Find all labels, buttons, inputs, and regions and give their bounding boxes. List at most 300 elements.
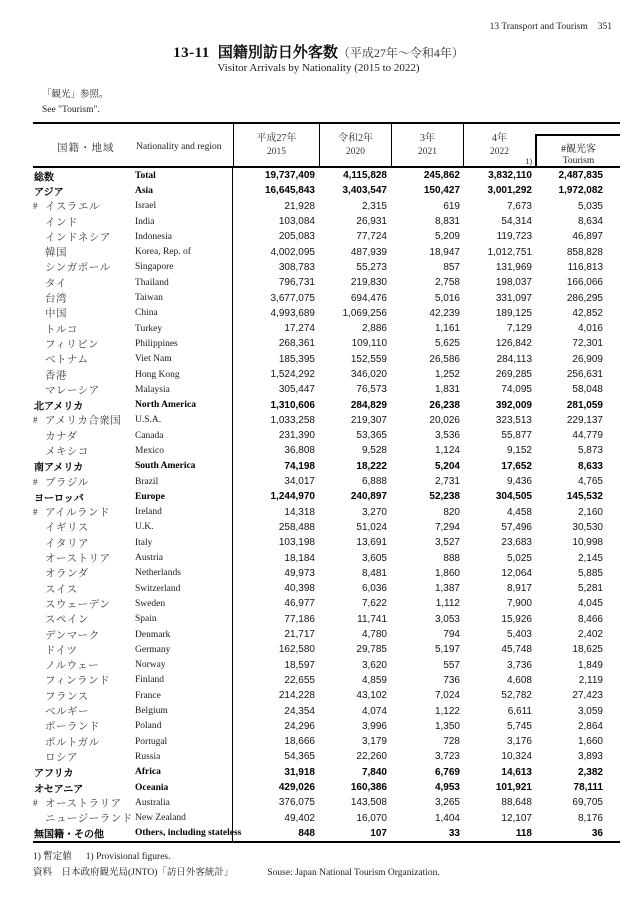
row-name-cell <box>33 734 233 749</box>
cell-2020: 143,508 <box>350 797 387 809</box>
cell-2015: 205,083 <box>278 231 315 243</box>
row-name-jp: スウェーデン <box>45 599 111 611</box>
cell-2022: 3,001,292 <box>487 185 532 197</box>
row-name-en: Total <box>135 170 156 181</box>
row-name-cell <box>33 688 233 703</box>
row-name-jp: フィリピン <box>45 339 100 351</box>
row-name-en: Canada <box>135 430 164 441</box>
cell-tourism: 2,145 <box>577 552 603 564</box>
cell-2021: 820 <box>443 506 460 518</box>
cell-2021: 1,860 <box>434 567 460 579</box>
cell-2015: 3,677,075 <box>270 292 315 304</box>
cell-2015: 1,244,970 <box>270 491 315 503</box>
table-row <box>33 780 620 795</box>
cell-tourism: 46,897 <box>572 231 603 243</box>
cell-2020: 160,386 <box>350 782 387 794</box>
cell-2022: 15,926 <box>501 613 532 625</box>
cell-2015: 18,597 <box>284 659 315 671</box>
table-row <box>33 734 620 749</box>
cell-2020: 53,365 <box>356 430 387 442</box>
row-name-en: Taiwan <box>135 293 163 304</box>
cell-2022: 52,782 <box>501 690 532 702</box>
row-name-cell <box>33 459 233 474</box>
cell-2021: 794 <box>443 629 460 641</box>
cell-2020: 284,829 <box>350 399 387 411</box>
table-row <box>33 765 620 780</box>
reference-note-jp: 「観光」参照。 <box>42 90 109 100</box>
cell-2015: 31,918 <box>284 766 315 778</box>
cell-2022: 7,900 <box>506 598 532 610</box>
cell-2020: 1,069,256 <box>342 307 387 319</box>
row-name-en: Viet Nam <box>135 354 172 365</box>
cell-2015: 848 <box>298 827 315 839</box>
cell-2022: 14,613 <box>501 766 532 778</box>
cell-2021: 1,350 <box>434 720 460 732</box>
cell-2020: 3,620 <box>361 659 387 671</box>
cell-tourism: 858,828 <box>566 246 603 258</box>
cell-2022: 3,736 <box>506 659 532 671</box>
cell-2021: 7,294 <box>434 521 460 533</box>
row-name-jp: ヨーロッパ <box>34 493 84 505</box>
header-year-2015 <box>233 124 319 166</box>
row-name-jp: 無国籍・その他 <box>34 829 104 841</box>
cell-2015: 21,717 <box>284 629 315 641</box>
footnotes <box>33 849 440 881</box>
visitor-arrivals-table <box>33 122 620 843</box>
cell-2020: 13,691 <box>356 537 387 549</box>
cell-2022: 323,513 <box>495 414 532 426</box>
cell-2020: 2,886 <box>361 323 387 335</box>
cell-tourism: 69,705 <box>572 797 603 809</box>
cell-2015: 21,928 <box>284 200 315 212</box>
table-row <box>33 505 620 520</box>
cell-2022: 4,608 <box>506 674 532 686</box>
table-row <box>33 306 620 321</box>
row-name-jp: 北アメリカ <box>34 401 84 413</box>
row-name-jp: アメリカ合衆国 <box>45 415 122 427</box>
cell-2022: 118 <box>515 827 532 839</box>
cell-2015: 24,354 <box>284 705 315 717</box>
row-name-cell <box>33 749 233 764</box>
footnote-marker: 1) <box>525 157 532 166</box>
cell-2021: 1,252 <box>434 369 460 380</box>
table-row <box>33 229 620 244</box>
cell-2021: 5,625 <box>434 338 460 350</box>
row-name-jp: ブラジル <box>45 477 89 489</box>
cell-tourism: 5,885 <box>577 567 603 579</box>
cell-tourism: 78,111 <box>573 782 603 794</box>
cell-2022: 4,458 <box>506 506 532 518</box>
tourism-marker: # <box>33 415 38 426</box>
cell-2015: 77,186 <box>284 613 315 625</box>
cell-2015: 22,655 <box>284 674 315 686</box>
cell-tourism: 145,532 <box>566 491 603 503</box>
table-row <box>33 199 620 214</box>
row-name-en: India <box>135 216 155 227</box>
table-row <box>33 520 620 535</box>
cell-2022: 3,832,110 <box>488 170 532 182</box>
cell-2022: 6,611 <box>507 705 532 717</box>
cell-2022: 45,748 <box>501 644 532 656</box>
cell-2021: 619 <box>443 200 460 212</box>
row-name-cell <box>33 550 233 565</box>
table-row <box>33 688 620 703</box>
row-name-cell <box>33 290 233 305</box>
table-row <box>33 642 620 657</box>
row-name-jp: ロシア <box>45 752 78 764</box>
row-name-en: France <box>135 690 161 701</box>
cell-2021: 150,427 <box>423 185 460 197</box>
header-year-en: 2020 <box>346 147 365 157</box>
cell-2020: 22,260 <box>356 751 387 763</box>
row-name-en: Israel <box>135 201 157 212</box>
table-row <box>33 244 620 259</box>
cell-tourism: 2,382 <box>577 766 603 778</box>
row-name-en: Austria <box>135 553 163 564</box>
row-name-jp: 香港 <box>45 370 67 381</box>
row-name-jp: 総数 <box>34 172 54 184</box>
cell-tourism: 281,059 <box>566 399 603 411</box>
cell-2021: 4,953 <box>434 782 460 794</box>
row-name-jp: インドネシア <box>45 232 111 244</box>
row-name-jp: ノルウェー <box>45 660 100 672</box>
cell-tourism: 2,160 <box>577 506 603 518</box>
cell-2015: 74,198 <box>284 460 315 472</box>
cell-2015: 231,390 <box>278 430 315 442</box>
cell-2015: 214,228 <box>278 690 315 702</box>
cell-2015: 162,580 <box>278 644 315 656</box>
row-name-jp: ベトナム <box>45 354 89 366</box>
cell-2020: 3,996 <box>361 720 387 732</box>
table-row <box>33 290 620 305</box>
cell-tourism: 36 <box>591 827 603 839</box>
cell-tourism: 8,466 <box>577 613 603 625</box>
cell-2015: 16,645,843 <box>264 185 315 197</box>
row-name-cell <box>33 199 233 214</box>
row-name-cell <box>33 505 233 520</box>
table-body <box>33 168 620 843</box>
cell-2020: 29,785 <box>356 644 387 656</box>
row-name-cell <box>33 382 233 397</box>
cell-2021: 5,209 <box>434 231 460 243</box>
cell-2015: 40,398 <box>284 583 315 595</box>
row-name-cell <box>33 627 233 642</box>
row-name-jp: オーストラリア <box>45 798 122 810</box>
page-subtitle-en: Visitor Arrivals by Nationality (2015 to 2022) <box>217 62 420 74</box>
row-name-cell <box>33 795 233 810</box>
header-tourism-jp: #観光客 <box>561 144 596 155</box>
table-row <box>33 382 620 397</box>
row-name-jp: スイス <box>45 584 78 596</box>
cell-2015: 4,993,689 <box>270 307 315 319</box>
cell-2020: 7,622 <box>361 598 387 610</box>
cell-2021: 7,024 <box>434 690 460 702</box>
cell-tourism: 10,998 <box>572 537 603 549</box>
row-name-en: Indonesia <box>135 231 172 242</box>
running-header <box>490 22 612 32</box>
table-row <box>33 795 620 810</box>
row-name-cell <box>33 520 233 535</box>
table-row <box>33 596 620 611</box>
row-name-en: Thailand <box>135 277 169 288</box>
row-name-cell <box>33 612 233 627</box>
cell-2022: 119,723 <box>496 231 532 243</box>
row-name-cell <box>33 474 233 489</box>
cell-tourism: 2,487,835 <box>558 170 603 182</box>
cell-tourism: 30,530 <box>572 521 603 533</box>
table-row <box>33 352 620 367</box>
row-name-cell <box>33 260 233 275</box>
cell-tourism: 5,873 <box>577 445 603 457</box>
cell-2022: 5,403 <box>506 629 532 641</box>
cell-2020: 6,036 <box>361 583 387 595</box>
cell-tourism: 8,634 <box>577 216 603 228</box>
cell-2020: 240,897 <box>350 491 387 503</box>
table-row <box>33 810 620 825</box>
table-row <box>33 321 620 336</box>
cell-2015: 305,447 <box>278 384 315 396</box>
table-row <box>33 214 620 229</box>
row-name-cell <box>33 352 233 367</box>
title-year-range: （平成27年～令和4年） <box>337 46 464 60</box>
cell-2020: 4,859 <box>361 674 387 686</box>
row-name-jp: アフリカ <box>34 768 74 780</box>
table-row <box>33 183 620 198</box>
cell-2015: 17,274 <box>284 323 315 335</box>
row-name-cell <box>33 826 242 841</box>
cell-tourism: 18,625 <box>572 644 603 656</box>
header-year-2022 <box>463 124 535 166</box>
cell-2015: 18,184 <box>284 552 315 564</box>
row-name-cell <box>33 229 233 244</box>
row-name-en: Turkey <box>135 323 163 334</box>
header-tourism-en: Tourism <box>562 156 595 166</box>
cell-tourism: 8,633 <box>577 460 603 472</box>
row-name-cell <box>33 275 233 290</box>
row-name-en: U.K. <box>135 522 154 533</box>
header-tourism <box>535 124 620 166</box>
row-name-cell <box>33 719 233 734</box>
table-row <box>33 275 620 290</box>
tourism-marker: # <box>33 201 38 212</box>
footnote-source-en: Souse: Japan National Tourism Organization. <box>267 868 440 878</box>
cell-2020: 152,559 <box>350 353 387 365</box>
table-row <box>33 489 620 504</box>
row-name-cell <box>33 596 233 611</box>
cell-2022: 269,285 <box>495 369 532 380</box>
cell-2022: 23,683 <box>501 537 532 549</box>
cell-2022: 126,842 <box>495 338 532 350</box>
row-name-cell <box>33 673 233 688</box>
row-name-jp: タイ <box>45 278 67 290</box>
cell-2020: 4,115,828 <box>343 170 387 182</box>
row-name-jp: イタリア <box>45 538 89 550</box>
cell-tourism: 1,849 <box>577 659 603 671</box>
row-name-jp: シンガポール <box>45 262 111 274</box>
row-name-jp: 中国 <box>45 308 67 320</box>
cell-2015: 268,361 <box>278 338 315 350</box>
cell-2022: 54,314 <box>501 216 532 228</box>
cell-2015: 103,084 <box>278 216 315 228</box>
row-name-en: Others, including stateless <box>135 828 242 839</box>
cell-2020: 4,780 <box>361 629 387 641</box>
row-name-en: Ireland <box>135 507 162 518</box>
row-name-cell <box>33 535 233 550</box>
row-name-en: North America <box>135 400 196 411</box>
cell-2015: 46,977 <box>284 598 315 610</box>
cell-2020: 16,070 <box>356 812 387 824</box>
cell-2020: 18,222 <box>356 460 387 472</box>
row-name-jp: メキシコ <box>45 446 89 458</box>
row-name-jp: スペイン <box>45 614 89 626</box>
cell-tourism: 5,035 <box>577 200 603 212</box>
cell-2022: 5,025 <box>506 552 532 564</box>
cell-tourism: 166,066 <box>566 277 603 289</box>
row-name-jp: オセアニア <box>34 784 84 796</box>
row-name-cell <box>33 321 233 336</box>
cell-2020: 109,110 <box>351 338 387 350</box>
header-year-jp: 4年 <box>492 133 507 144</box>
cell-2022: 57,496 <box>501 521 532 533</box>
row-name-en: Spain <box>135 614 157 625</box>
row-name-jp: イスラエル <box>45 201 100 213</box>
cell-tourism: 3,059 <box>577 705 603 717</box>
cell-2021: 3,536 <box>434 430 460 442</box>
table-row <box>33 474 620 489</box>
header-year-jp: 令和2年 <box>338 133 373 144</box>
table-row <box>33 658 620 673</box>
header-year-jp: 平成27年 <box>256 133 297 144</box>
cell-2022: 17,652 <box>501 460 532 472</box>
cell-2015: 18,666 <box>284 736 315 748</box>
cell-2022: 9,152 <box>506 445 532 457</box>
row-name-en: Mexico <box>135 445 165 456</box>
cell-2015: 258,488 <box>278 521 315 533</box>
table-row <box>33 459 620 474</box>
table-row <box>33 673 620 688</box>
row-name-en: U.S.A. <box>135 415 162 426</box>
header-year-2021 <box>391 124 463 166</box>
cell-2022: 8,917 <box>506 583 532 595</box>
row-name-cell <box>33 765 233 780</box>
row-name-en: Asia <box>135 185 153 196</box>
table-number: 13-11 <box>173 45 210 61</box>
cell-2022: 55,877 <box>501 430 532 442</box>
cell-2020: 11,741 <box>357 613 387 625</box>
footnote-provisional-en: 1) Provisional figures. <box>85 852 171 862</box>
table-row <box>33 826 620 841</box>
row-name-jp: カナダ <box>45 431 78 443</box>
row-name-en: Africa <box>135 767 161 778</box>
table-row <box>33 719 620 734</box>
table-row <box>33 566 620 581</box>
header-year-en: 2015 <box>267 147 286 157</box>
cell-2022: 131,969 <box>495 261 532 273</box>
row-name-en: Netherlands <box>135 568 181 579</box>
cell-2015: 796,731 <box>278 277 315 289</box>
row-name-en: Portugal <box>135 736 168 747</box>
cell-2021: 3,723 <box>434 751 460 763</box>
header-nationality-jp: 国籍・地域 <box>57 143 115 154</box>
cell-2021: 5,016 <box>434 292 460 304</box>
header-year-en: 2022 <box>490 147 509 157</box>
row-name-cell <box>33 642 233 657</box>
cell-2015: 308,783 <box>278 261 315 273</box>
cell-2015: 36,808 <box>284 445 315 457</box>
cell-tourism: 27,423 <box>572 690 603 702</box>
cell-2021: 5,204 <box>434 460 460 472</box>
cell-2020: 487,939 <box>350 246 387 258</box>
page-title <box>0 41 637 62</box>
cell-2020: 43,102 <box>356 690 387 702</box>
cell-2020: 219,307 <box>350 414 387 426</box>
cell-2015: 24,296 <box>284 720 315 732</box>
cell-2015: 429,026 <box>278 782 315 794</box>
row-name-en: Hong Kong <box>135 369 180 380</box>
cell-2021: 245,862 <box>423 170 460 182</box>
cell-tourism: 26,909 <box>572 353 603 365</box>
header-year-jp: 3年 <box>420 133 435 144</box>
row-name-en: Singapore <box>135 262 174 273</box>
cell-2021: 3,527 <box>434 537 460 549</box>
cell-2015: 49,973 <box>284 567 315 579</box>
row-name-cell <box>33 658 233 673</box>
row-name-cell <box>33 443 233 458</box>
cell-tourism: 256,631 <box>566 369 603 380</box>
cell-tourism: 5,281 <box>577 583 603 595</box>
cell-2021: 1,161 <box>434 323 460 335</box>
cell-2021: 3,265 <box>434 797 460 809</box>
row-name-en: Switzerland <box>135 583 181 594</box>
table-row <box>33 550 620 565</box>
header-nationality <box>33 124 233 166</box>
cell-2015: 185,395 <box>278 353 315 365</box>
table-row <box>33 168 620 183</box>
row-name-jp: オーストリア <box>45 553 111 565</box>
cell-2020: 219,830 <box>350 277 387 289</box>
cell-2020: 51,024 <box>356 521 387 533</box>
table-row <box>33 703 620 718</box>
cell-2021: 557 <box>443 659 460 671</box>
table-row <box>33 336 620 351</box>
row-name-cell <box>33 367 233 382</box>
cell-2022: 304,505 <box>495 491 532 503</box>
table-row <box>33 535 620 550</box>
cell-2022: 7,673 <box>506 200 532 212</box>
cell-2015: 1,524,292 <box>270 369 315 380</box>
table-row <box>33 367 620 382</box>
cell-2015: 1,033,258 <box>270 414 315 426</box>
cell-2020: 3,179 <box>361 736 387 748</box>
table-row <box>33 612 620 627</box>
row-name-en: Europe <box>135 491 165 502</box>
row-name-en: Korea, Rep. of <box>135 247 191 258</box>
cell-2021: 6,769 <box>434 766 460 778</box>
cell-2021: 26,586 <box>429 353 460 365</box>
cell-tourism: 72,301 <box>572 338 603 350</box>
cell-2015: 4,002,095 <box>270 246 315 258</box>
cell-2015: 19,737,409 <box>264 170 315 182</box>
row-name-cell <box>33 244 233 259</box>
row-name-en: Sweden <box>135 598 166 609</box>
cell-2020: 8,481 <box>361 567 387 579</box>
row-name-jp: マレーシア <box>45 385 100 397</box>
row-name-cell <box>33 214 233 229</box>
cell-2022: 88,648 <box>501 797 532 809</box>
cell-2021: 888 <box>443 552 460 564</box>
tourism-header-box <box>535 134 620 166</box>
header-year-en: 2021 <box>418 147 437 157</box>
